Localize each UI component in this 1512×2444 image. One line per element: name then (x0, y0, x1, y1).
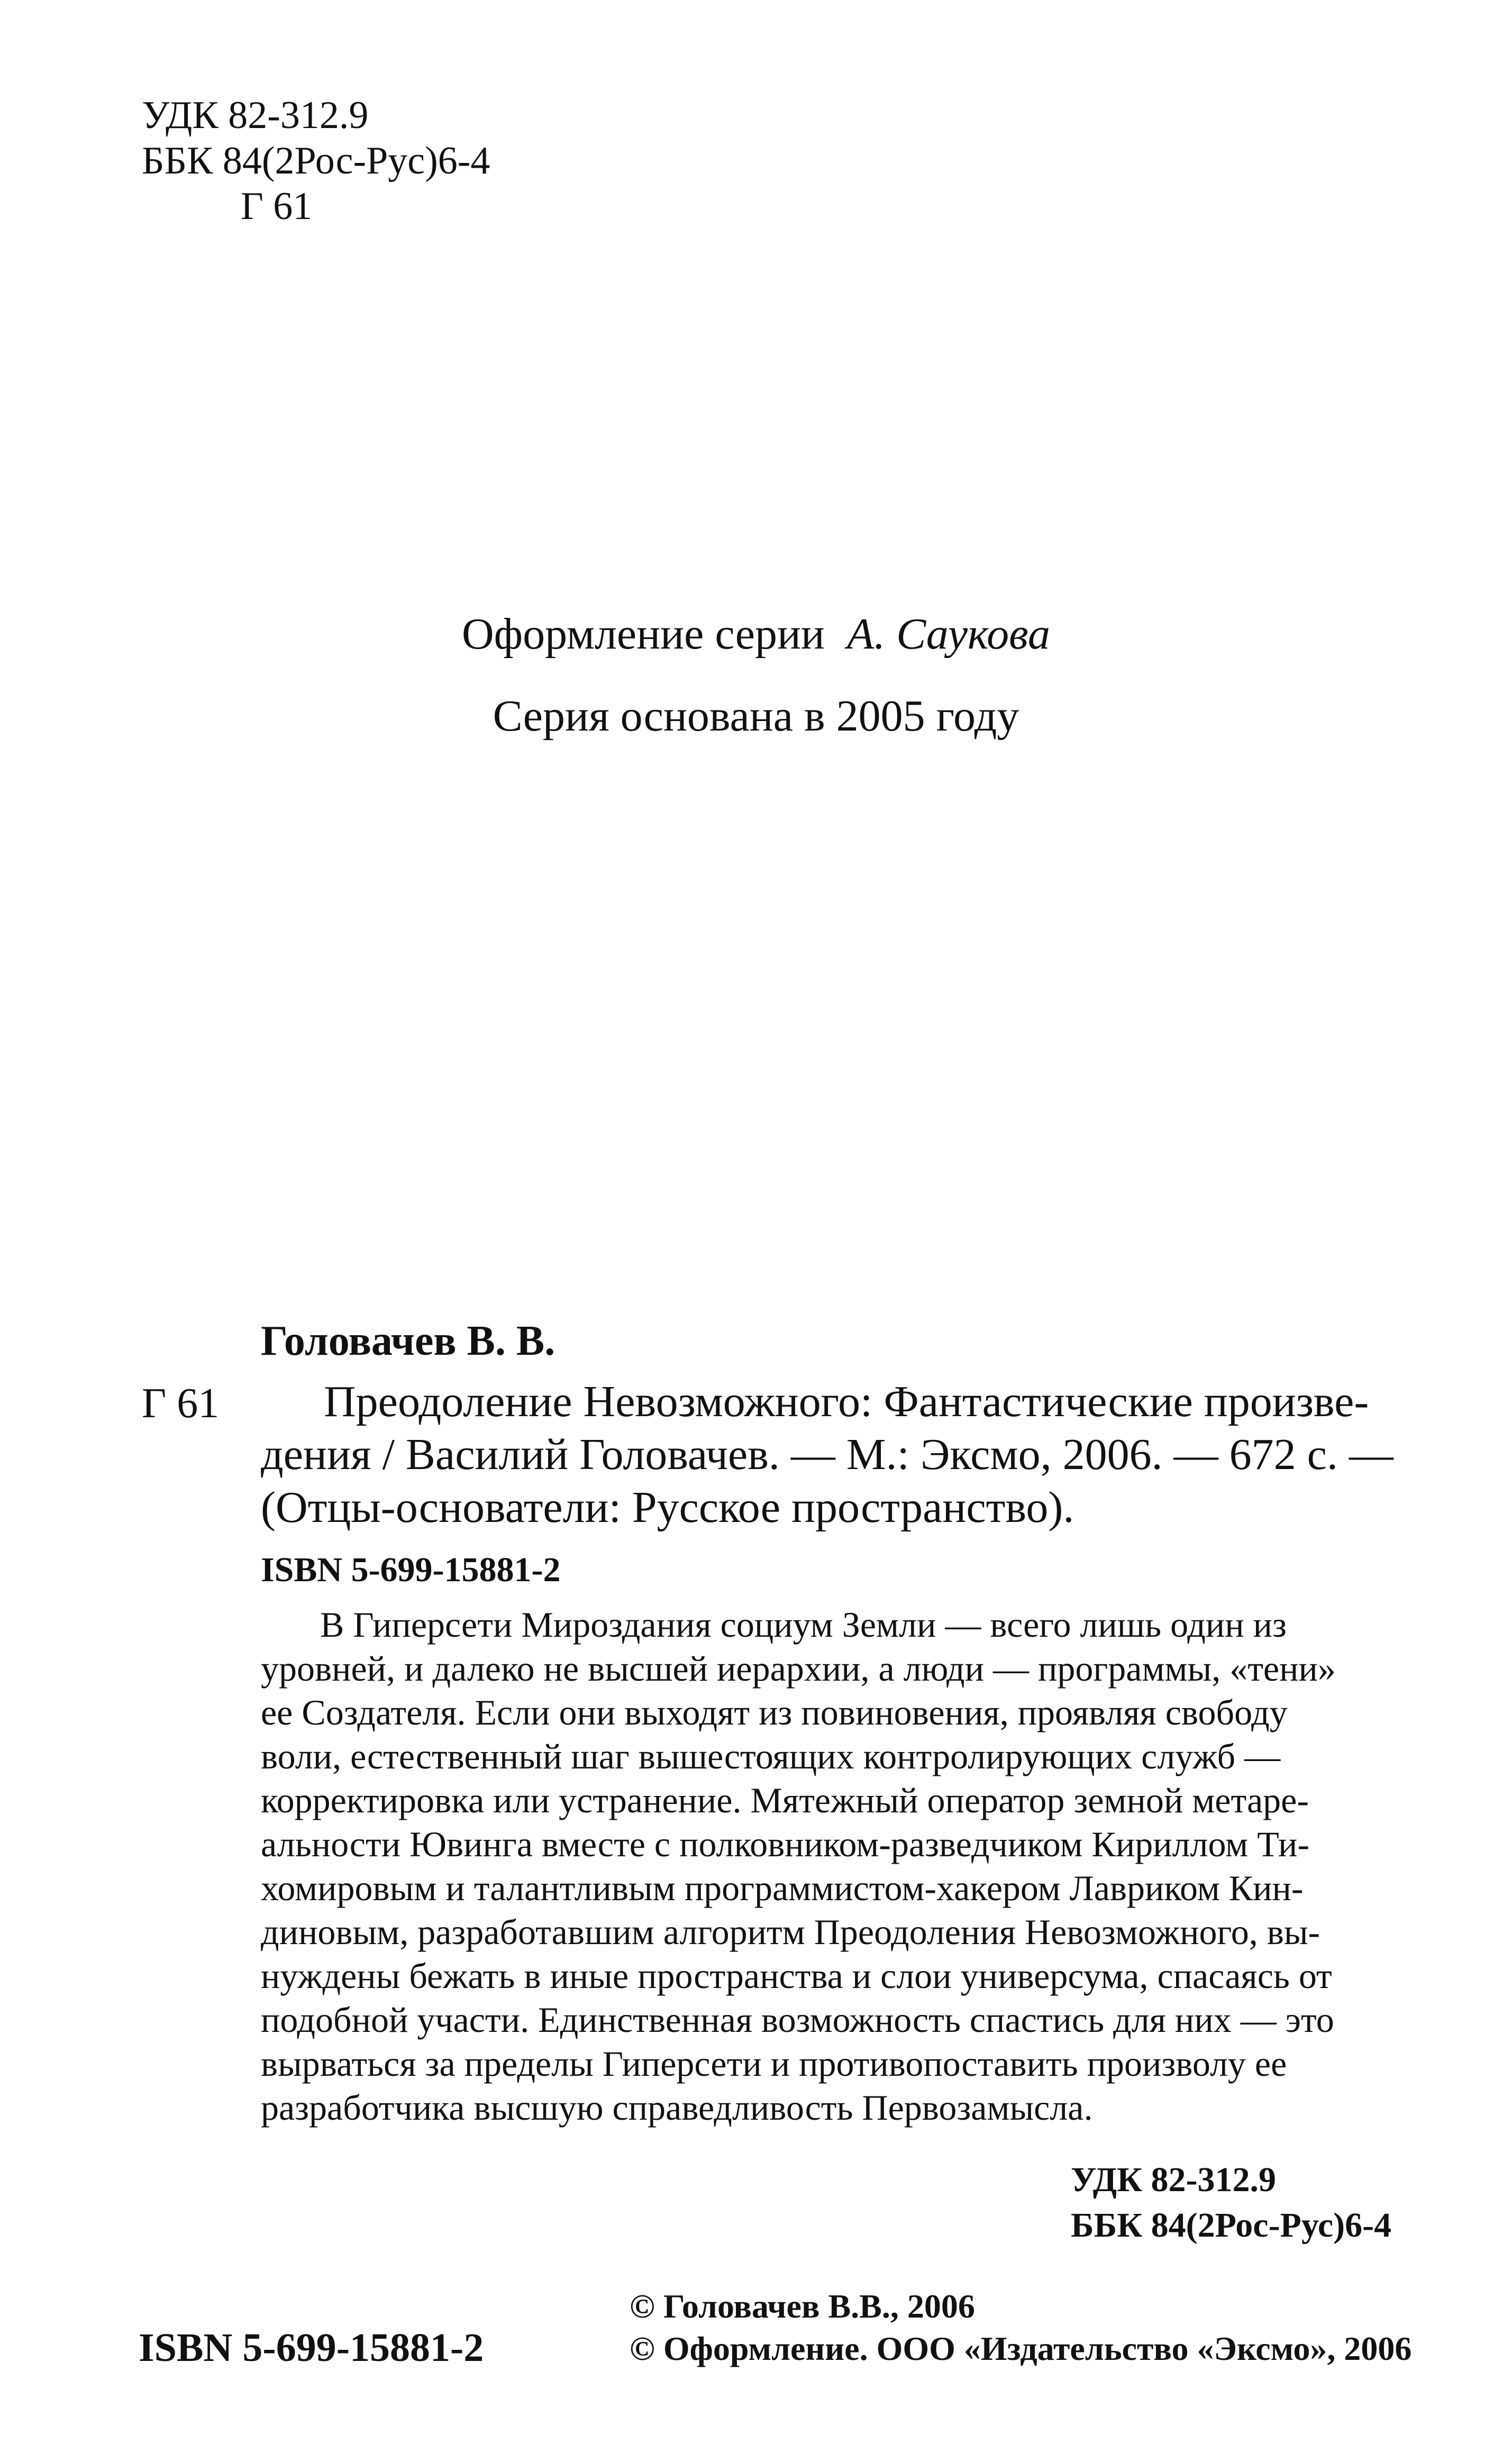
top-udk: УДК 82-312.9 (142, 94, 369, 137)
record-author: Головачев В. В. (261, 1318, 555, 1364)
record-udk: УДК 82-312.9 (1071, 2160, 1277, 2199)
annotation-line: корректировка или устранение. Мятежный оператор земной метаре- (261, 1780, 1309, 1820)
record-isbn: ISBN 5-699-15881-2 (261, 1551, 561, 1589)
annotation-line: хомировым и талантливым программистом-хакером Лавриком Кин- (261, 1868, 1304, 1908)
biblio-line-3: (Отцы-основатели: Русское пространство). (261, 1483, 1074, 1532)
annotation-line: уровней, и далеко не высшей иерархии, а люди — программы, «тени» (261, 1648, 1336, 1689)
annotation-line: подобной участи. Единственная возможность спастись для них — это (261, 2000, 1334, 2040)
annotation-line: вырваться за пределы Гиперсети и противопоставить произволу ее (261, 2044, 1287, 2084)
annotation-line: воли, естественный шаг вышестоящих контролирующих служб — (261, 1736, 1281, 1776)
annotation-line: ее Создателя. Если они выходят из повиновения, проявляя свободу (261, 1692, 1288, 1732)
biblio-line-1: Преодоление Невозможного: Фантастические произве- (324, 1377, 1369, 1426)
record-bbk: ББК 84(2Рос-Рус)6-4 (1071, 2206, 1392, 2245)
annotation-line: В Гиперсети Мироздания социум Земли — всего лишь один из (320, 1604, 1287, 1645)
series-design-author: А. Саукова (846, 609, 1050, 659)
series-design-line (0, 608, 1512, 660)
copyright-author: © Головачев В.В., 2006 (630, 2287, 975, 2325)
copyright-design: © Оформление. ООО «Издательство «Эксмо», 2006 (630, 2330, 1412, 2367)
top-author-mark: Г 61 (241, 185, 313, 228)
annotation-line: разработчика высшую справедливость Первозамысла. (261, 2087, 1093, 2128)
footer-isbn: ISBN 5-699-15881-2 (139, 2326, 484, 2370)
record-author-mark: Г 61 (142, 1380, 220, 1427)
annotation-line: альности Ювинга вместе с полковником-разведчиком Кириллом Ти- (261, 1824, 1310, 1864)
biblio-line-2: дения / Василий Головачев. — М.: Эксмо, 2006. — 672 с. — (261, 1430, 1393, 1479)
annotation-line: нуждены бежать в иные пространства и слои универсума, спасаясь от (261, 1956, 1332, 1996)
series-design-label: Оформление серии (462, 609, 825, 659)
top-bbk: ББК 84(2Рос-Рус)6-4 (142, 139, 490, 183)
annotation-line: диновым, разработавшим алгоритм Преодоления Невозможного, вы- (261, 1912, 1320, 1952)
series-founded: Серия основана в 2005 году (493, 691, 1019, 741)
